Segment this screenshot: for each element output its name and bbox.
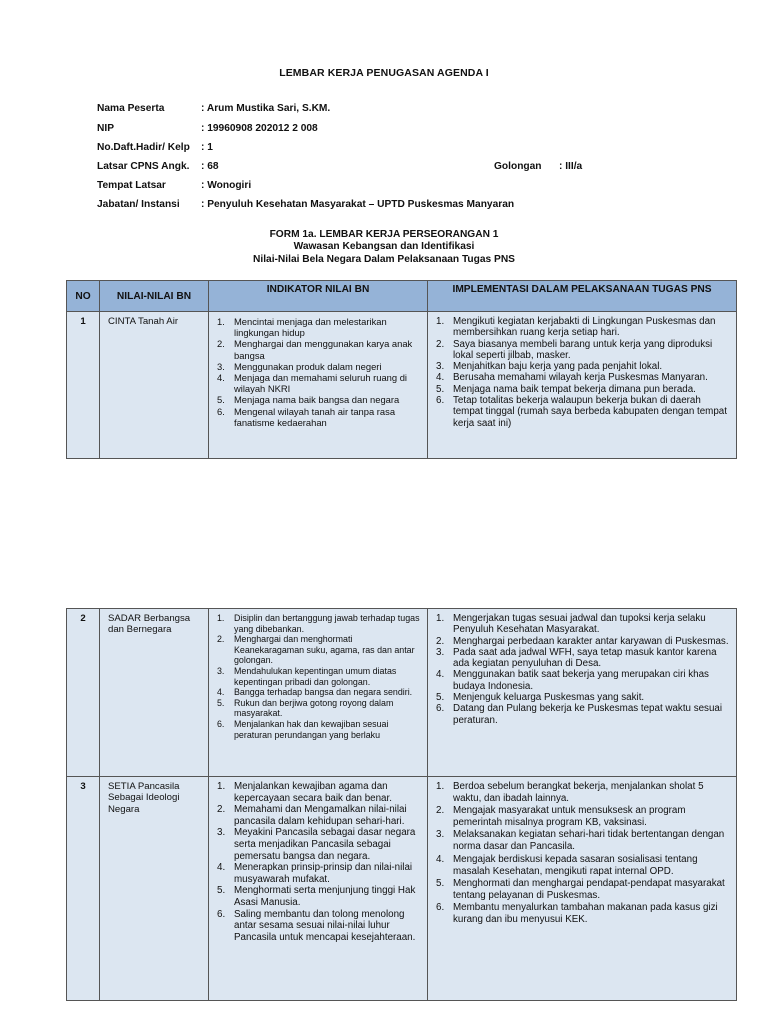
- row-number: 2: [67, 609, 100, 777]
- info-label: NIP: [97, 123, 114, 134]
- list-item: 2. Mengajak masyarakat untuk mensuksesk an program pemerintah misalnya program KB, vaksinasi.: [436, 805, 686, 829]
- info-value: : 19960908 202012 2 008: [201, 123, 318, 134]
- info-value: : Penyuluh Kesehatan Masyarakat – UPTD Puskesmas Manyaran: [201, 199, 515, 210]
- list-item: 3. Melaksanakan kegiatan sehari-hari tidak bertentangan dengan norma dasar dan Pancasila.: [436, 829, 725, 853]
- info-label: Nama Peserta: [97, 103, 165, 114]
- list-item: 4. Mengajak berdiskusi kepada sasaran sosialisasi tentang masalah Kesehatan, mengikuti rapat internal OPD.: [436, 853, 698, 877]
- header-no: NO: [67, 281, 100, 312]
- document-title: LEMBAR KERJA PENUGASAN AGENDA I: [279, 67, 489, 79]
- info-label: Jabatan/ Instansi: [97, 199, 180, 210]
- list-item: 1. Mengerjakan tugas sesuai jadwal dan tupoksi kerja selaku Penyuluh Kesehatan Masyarakat.: [436, 613, 706, 636]
- row-nilai: CINTA Tanah Air: [100, 312, 209, 459]
- info-value: : Wonogiri: [201, 180, 252, 191]
- form-subtitle: Nilai-Nilai Bela Negara Dalam Pelaksanaan Tugas PNS: [253, 254, 515, 265]
- list-item: 3. Menggunakan produk dalam negeri: [217, 360, 382, 372]
- list-item: 5. Rukun dan berjiwa gotong royong dalam masyarakat.: [217, 697, 394, 719]
- header-indikator: INDIKATOR NILAI BN: [209, 281, 428, 312]
- info-label: Latsar CPNS Angk.: [97, 161, 190, 172]
- list-item: 1. Menjalankan kewajiban agama dan kepercayaan secara baik dan benar.: [217, 781, 392, 804]
- golongan-value: : III/a: [559, 161, 583, 172]
- list-item: 2. Menghargai dan menggunakan karya anak bangsa: [217, 338, 413, 361]
- list-item: 1. Disiplin dan bertanggung jawab terhadap tugas yang dibebankan.: [217, 613, 420, 634]
- info-value: : 1: [201, 142, 213, 153]
- row-implementasi: [428, 777, 737, 1001]
- row-nilai: SADAR Berbangsa dan Bernegara: [100, 609, 209, 777]
- list-item: 5. Menghormati dan menghargai pendapat-pendapat masyarakat tentang pelayanan di Puskesmas.: [436, 877, 725, 901]
- info-value: : 68: [201, 161, 219, 172]
- info-value: : Arum Mustika Sari, S.KM.: [201, 103, 331, 114]
- list-item: 2. Menghargai dan menghormati Keanekaragaman suku, agama, ras dan antar golongan.: [217, 634, 415, 666]
- list-item: 4. Berusaha memahami wilayah kerja Puskesmas Manyaran.: [436, 372, 708, 384]
- list-item: 6. Tetap totalitas bekerja walaupun bekerja bukan di daerah tempat tinggal (rumah saya berbeda kabupaten dengan tempat kerja saat ini): [436, 395, 727, 429]
- form-subtitle: Wawasan Kebangsan dan Identifikasi: [293, 241, 475, 252]
- nilai-table-part-2: [66, 608, 737, 1001]
- row-nilai: SETIA Pancasila Sebagai Ideologi Negara: [100, 777, 209, 1001]
- list-item: 2. Memahami dan Mengamalkan nilai-nilai pancasila dalam kehidupan sehari-hari.: [217, 804, 407, 827]
- row-implementasi: [428, 312, 737, 459]
- list-item: 5. Menjaga nama baik bangsa dan negara: [217, 394, 400, 406]
- row-indikator: [209, 777, 428, 1001]
- list-item: 5. Menjenguk keluarga Puskesmas yang sakit.: [436, 692, 645, 704]
- row-number: 1: [67, 312, 100, 459]
- list-item: 4. Menjaga dan memahami seluruh ruang di wilayah NKRI: [217, 372, 408, 395]
- list-item: 6. Membantu menyalurkan tambahan makanan pada kasus gizi kurang dan ibu menyusui KEK.: [436, 901, 718, 926]
- row-indikator: [209, 312, 428, 459]
- table-row: [67, 777, 737, 1001]
- list-item: 5. Menjaga nama baik tempat bekerja dimana pun berada.: [436, 383, 696, 395]
- list-item: 3. Meyakini Pancasila sebagai dasar negara serta menjadikan Pancasila sebagai pemersatu bangsa dan negara.: [217, 827, 416, 862]
- row-indikator: [209, 609, 428, 777]
- info-label: Tempat Latsar: [97, 180, 166, 191]
- header-nilai: NILAI-NILAI BN: [100, 281, 209, 312]
- list-item: 5. Menghormati serta menjunjung tinggi Hak Asasi Manusia.: [217, 885, 416, 908]
- list-item: 3. Pada saat ada jadwal WFH, saya tetap masuk kantor karena ada kegiatan penyuluhan di Desa.: [436, 646, 717, 670]
- table-header-row: [67, 281, 737, 312]
- table-row: [67, 312, 737, 459]
- list-item: 6. Datang dan Pulang bekerja ke Puskesmas tepat waktu sesuai peraturan.: [436, 703, 723, 726]
- info-label: No.Daft.Hadir/ Kelp: [97, 142, 190, 153]
- list-item: 3. Menjahitkan baju kerja yang pada penjahit lokal.: [436, 361, 663, 373]
- list-item: 2. Menghargai perbedaan karakter antar karyawan di Puskesmas.: [436, 635, 729, 647]
- row-number: 3: [67, 777, 100, 1001]
- row-implementasi: [428, 609, 737, 777]
- nilai-table-part-1: [66, 280, 737, 459]
- list-item: 4. Menerapkan prinsip-prinsip dan nilai-nilai musyawarah mufakat.: [217, 862, 413, 885]
- list-item: 6. Mengenal wilayah tanah air tanpa rasa fanatisme kedaerahan: [217, 405, 396, 428]
- list-item: 4. Bangga terhadap bangsa dan negara sendiri.: [217, 687, 413, 698]
- form-title: FORM 1a. LEMBAR KERJA PERSEORANGAN 1: [269, 229, 499, 240]
- list-item: 1. Mengikuti kegiatan kerjabakti di Lingkungan Puskesmas dan membersihkan ruang kerja setiap hari.: [436, 316, 716, 339]
- list-item: 4. Menggunakan batik saat bekerja yang merupakan ciri khas budaya Indonesia.: [436, 669, 709, 692]
- list-item: 2. Saya biasanya membeli barang untuk kerja yang diproduksi lokal seperti jilbab, masker.: [436, 338, 713, 361]
- golongan-label: Golongan: [494, 161, 542, 172]
- list-item: 1. Berdoa sebelum berangkat bekerja, menjalankan sholat 5 waktu, dan ibadah lainnya.: [436, 781, 704, 805]
- header-implementasi: IMPLEMENTASI DALAM PELAKSANAAN TUGAS PNS: [428, 281, 737, 312]
- list-item: 6. Saling membantu dan tolong menolong antar sesama sesuai nilai-nilai luhur Pancasila untuk mencapai kesejahteraan.: [217, 908, 416, 943]
- table-row: [67, 609, 737, 777]
- list-item: 1. Mencintai menjaga dan melestarikan lingkungan hidup: [217, 316, 387, 339]
- list-item: 3. Mendahulukan kepentingan umum diatas kepentingan pribadi dan golongan.: [217, 665, 397, 687]
- list-item: 6. Menjalankan hak dan kewajiban sesuai peraturan perundangan yang berlaku: [217, 718, 389, 740]
